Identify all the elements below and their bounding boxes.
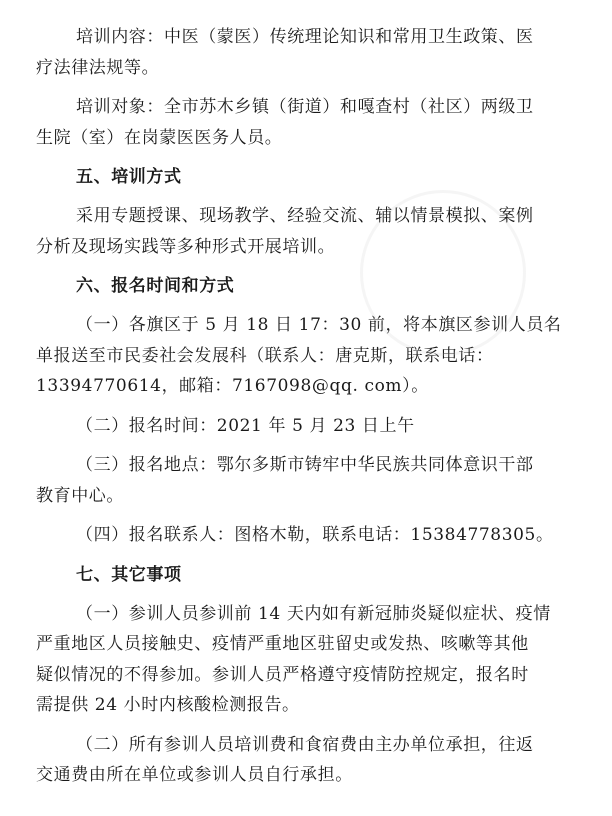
registration-contact: （四）报名联系人：图格木勒，联系电话：15384778305。	[76, 525, 554, 545]
faint-seal-watermark	[360, 190, 526, 356]
training-target-paragraph	[36, 92, 576, 153]
section-5-heading: 五、培训方式	[76, 167, 182, 187]
registration-item-2	[76, 411, 576, 442]
training-target-line-1: 培训对象：全市苏木乡镇（街道）和嘎查村（社区）两级卫	[76, 97, 534, 117]
section-6-heading: 六、报名时间和方式	[76, 276, 235, 296]
other-item-2	[36, 730, 576, 791]
other-item-1-line-3: 疑似情况的不得参加。参训人员严格遵守疫情防控规定，报名时	[36, 664, 529, 685]
other-item-1	[36, 599, 576, 721]
training-content-paragraph	[36, 22, 576, 83]
other-item-1-line-1: （一）参训人员参训前 14 天内如有新冠肺炎疑似症状、疫情	[76, 603, 551, 624]
training-content-line-1: 培训内容：中医（蒙医）传统理论知识和常用卫生政策、医	[76, 27, 534, 47]
other-item-2-line-1: （二）所有参训人员培训费和食宿费由主办单位承担，往返	[76, 734, 534, 755]
registration-item-4	[76, 520, 576, 551]
other-item-2-line-2: 交通费由所在单位或参训人员自行承担。	[36, 765, 353, 785]
registration-time: （二）报名时间：2021 年 5 月 23 日上午	[76, 415, 415, 436]
registration-item-1-line-3: 13394770614，邮箱：7167098@qq. com）。	[36, 376, 429, 396]
section-7-heading: 七、其它事项	[76, 564, 182, 585]
registration-item-3	[36, 450, 576, 511]
registration-item-1-line-1: （一）各旗区于 5 月 18 日 17：30 前，将本旗区参训人员名	[76, 315, 562, 335]
registration-item-1-line-2: 单报送至市民委社会发展科（联系人：唐克斯，联系电话：	[36, 345, 494, 366]
registration-place-line-2: 教育中心。	[36, 485, 124, 506]
other-item-1-line-4: 需提供 24 小时内核酸检测报告。	[36, 695, 300, 715]
training-target-line-2: 生院（室）在岗蒙医医务人员。	[36, 127, 283, 148]
training-method-line-1: 采用专题授课、现场教学、经验交流、辅以情景模拟、案例	[76, 206, 534, 226]
registration-place-line-1: （三）报名地点：鄂尔多斯市铸牢中华民族共同体意识干部	[76, 455, 534, 475]
training-method-line-2: 分析及现场实践等多种形式开展培训。	[36, 236, 336, 257]
training-content-line-2: 疗法律法规等。	[36, 57, 160, 78]
other-item-1-line-2: 严重地区人员接触史、疫情严重地区驻留史或发热、咳嗽等其他	[36, 634, 529, 654]
